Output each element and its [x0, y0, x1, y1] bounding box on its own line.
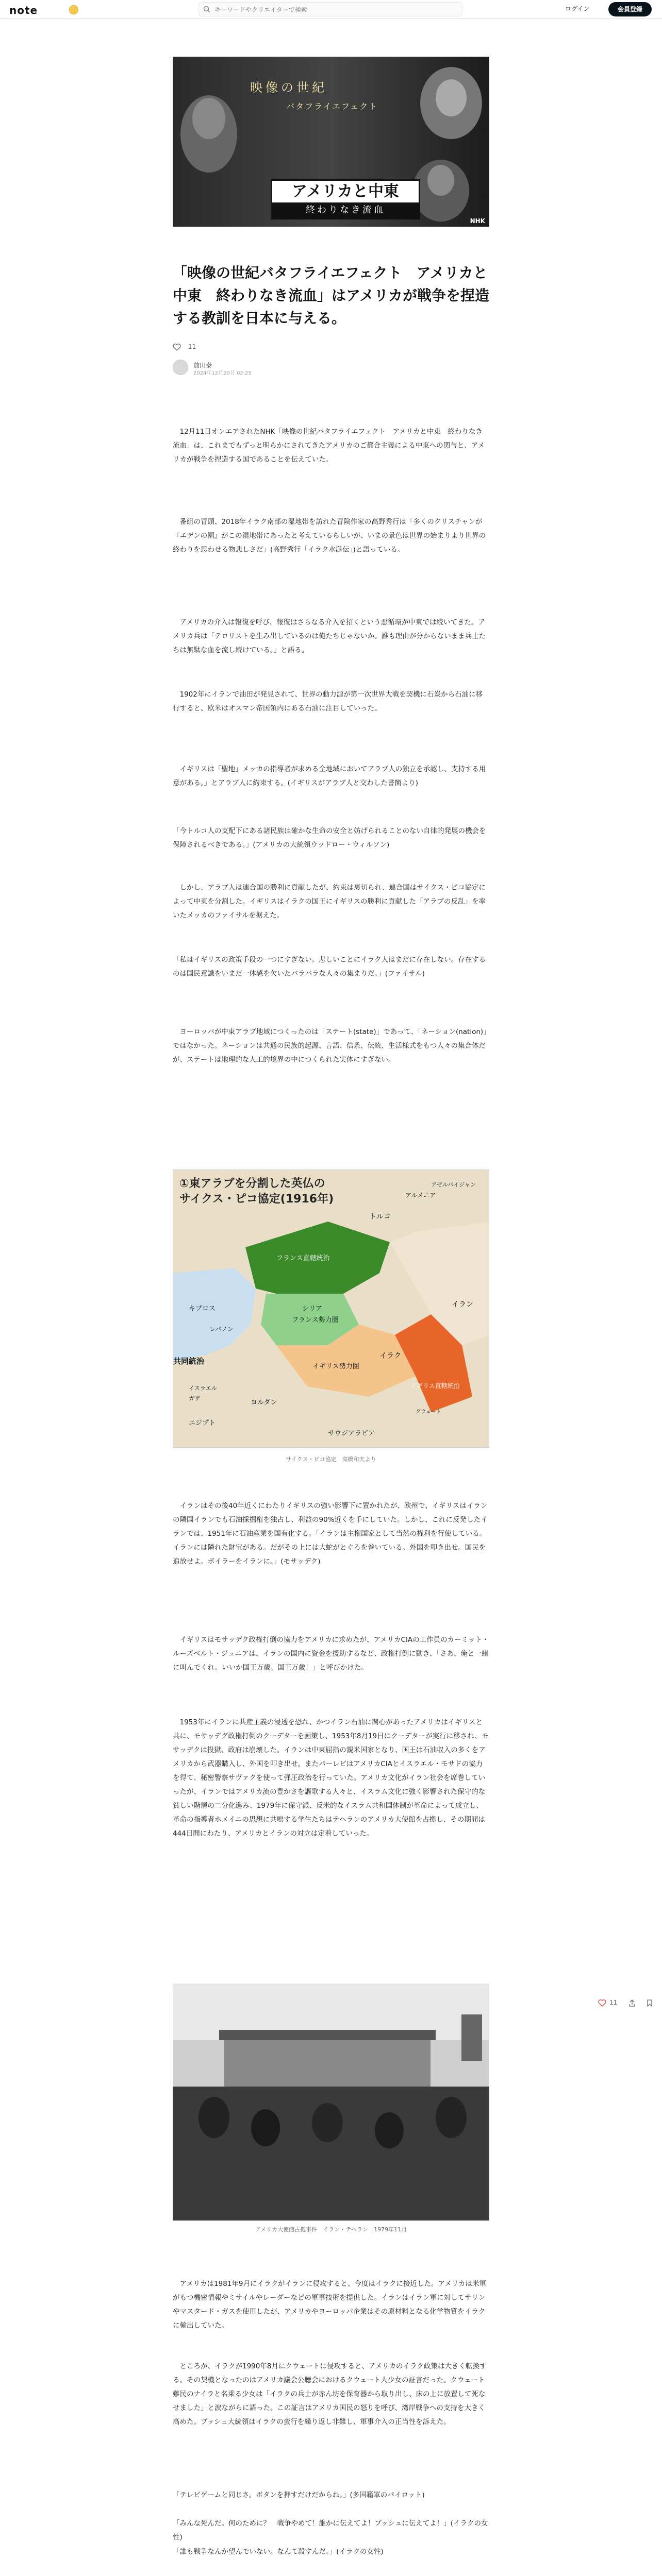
search-box[interactable] [198, 2, 462, 16]
paragraph: 「誰も戦争なんか望んでいない。なんて殺すんだ。」(イラクの女性) [173, 2548, 384, 2556]
paragraph: 1953年にイランに共産主義の浸透を恐れ、かつイラン石油に関心があったアメリカはイギリスと共に、モサッデグ政権打倒のクーデターを画策し、1953年8月19日にクーデターが実行に移され、モサッデクは投獄、政府は崩壊した。イランは中東屈指の親米国家となり、国王は石油収入の多くをアメリカから武器購入し、外国を叩き出せ。またパーレビはアメリカCIAとイスラエル・モサドの協力を得て、秘密警察サヴァクを使って弾圧政治を行っていた。アメリカ文化がイラン社会を席巻していったが、イランではアメリカ流の豊かさを謳歌する人々と、イスラム文化に強く影響された保守的な貧しい階層の二分化進み、1979年に保守派、反米的なイスラム共和国体制が革命によって成立し、革命の指導者ホメイニの思想に共鳴する学生たちはテヘランのアメリカ大使館を占拠し、その期間は444日間にわたり、アメリカとイランの対立は定着していった。 [173, 1718, 489, 1838]
map-label: エジプト [189, 1419, 216, 1427]
post-date: 2024年12月20日 02:25 [193, 370, 252, 376]
map-label: クウェート [416, 1409, 441, 1415]
map-label: イラク [379, 1352, 401, 1360]
map-label: イラン [452, 1300, 473, 1309]
search-input[interactable] [214, 5, 457, 15]
bookmark-icon[interactable] [646, 1999, 654, 2007]
side-like-count: 11 [609, 1999, 618, 2006]
map-label: フランス直轄統治 [276, 1255, 330, 1262]
map-label: アゼルバイジャン [431, 1181, 476, 1188]
embassy-photo-graphic [173, 1984, 489, 2221]
map-label: ヨルダン [251, 1399, 277, 1406]
map-label: イギリス直轄統治 [410, 1382, 460, 1389]
hero-banner [271, 179, 420, 219]
paragraph: 「みんな死んだ。何のために？ 戦争やめて！誰かに伝えてよ！ブッシュに伝えてよ！」(イラクの女性) [173, 2519, 488, 2541]
search-icon [203, 6, 210, 13]
paragraph: アメリカは1981年9月にイラクがイランに侵攻すると、今度はイラクに接近した。アメリカは米軍がもつ機密情報やミサイルやレーダーなどの軍事技術を提供した。イランはイラン軍に対してサリンやマスタード・ガスを使用したが、アメリカやヨーロッパ企業はその原材料となる化学物質をイラクに輸出していた。 [173, 2280, 487, 2330]
paragraph: イギリスは「聖地」メッカの指導者が求める全地域においてアラブ人の独立を承認し、支持する用意がある。」とアラブ人に約束する。(イギリスがアラブ人と交わした書簡より) [173, 765, 486, 787]
embassy-photo [173, 1984, 489, 2221]
paragraph: アメリカの介入は報復を呼び、報復はさらなる介入を招くという悪循環が中東では続いてきた。アメリカ兵は「テロリストを生み出しているのは俺たちじゃないか。誰も理由が分からないまま兵士たちは無駄な血を流し続けている。」と語る。 [173, 618, 486, 654]
logo-badge-icon [69, 5, 78, 14]
note-logo[interactable]: note [9, 4, 38, 16]
article-title: 「映像の世紀バタフライエフェクト アメリカと中東 終わりなき流血」はアメリカが戦争を捏造する教訓を日本に与える。 [173, 264, 490, 327]
site-header [0, 0, 662, 19]
hero-image [173, 57, 489, 227]
paragraph: ヨーロッパが中東アラブ地域につくったのは「ステート(state)」であって、「ネーション(nation)」ではなかった。ネーションは共通の民族的起源、言語、信条、伝統、生活様式をもつ人々の集合体だが、ステートは地理的な人工的境界の中につくられた実体にすぎない。 [173, 1028, 487, 1064]
paragraph: ところが、イラクが1990年8月にクウェートに侵攻すると、アメリカのイラク政策は大きく転換する。その契機となったのはアメリカ議会公聴会におけるクウェート人少女の証言だった。クウェート難民のナイラと名乗る少女は「イラクの兵士が赤ん坊を保育器から取り出し、床の上に放置して死なせました」と涙ながらに語った。この証言はアメリカ国民の怒りを呼び、湾岸戦争への支持を大きく高めた。ブッシュ大統領はイラクの蛮行を繰り返し非難し、軍事介入の正当性を訴えた。 [173, 2362, 487, 2426]
paragraph: イギリスはモサッデク政権打倒の協力をアメリカに求めたが、アメリカCIAの工作員のカーミット・ルーズベルト・ジュニアは、イランの国内に資金を援助するなど、政権打倒に動き、「さあ、俺と一緒に叫んでくれ。いいか国王万歳、国王万歳！」と呼びかけた。 [173, 1636, 489, 1672]
login-link[interactable]: ログイン [565, 5, 590, 12]
hero-banner-sub: 終わりなき流血 [272, 202, 419, 218]
paragraph: 1902年にイランで油田が発見されて、世界の動力源が第一次世界大戦を契機に石炭から石油に移行すると、欧米はオスマン帝国領内にある石油に注目していった。 [173, 690, 483, 713]
map-label: レバノン [209, 1326, 234, 1333]
map-graphic [173, 1170, 489, 1448]
map-title-line2: サイクス・ピコ協定(1916年) [179, 1193, 334, 1206]
hero-banner-main: アメリカと中東 [292, 182, 399, 200]
avatar[interactable] [173, 360, 188, 375]
map-label: フランス勢力圏 [292, 1316, 339, 1324]
embassy-caption: アメリカ大使館占拠事件 イラン・テヘラン 1979年11月 [255, 2226, 407, 2233]
sykes-picot-map [173, 1170, 489, 1448]
map-label: キプロス [189, 1305, 216, 1313]
paragraph: 番組の冒頭、2018年イラク南部の湿地帯を訪れた冒険作家の高野秀行は「多くのクリスチャンが『エデンの園』がこの湿地帯にあったと考えているらしいが、いまの景色は世界の始まりより世界の終わりを思わせる物悲しさだ」(高野秀行「イラク水滸伝」)と語っている。 [173, 518, 486, 554]
heart-icon[interactable] [598, 1999, 606, 2007]
paragraph: 12月11日オンエアされたNHK「映像の世紀バタフライエフェクト アメリカと中東 終わりなき流血」は、これまでもずっと明らかにされてきたアメリカのご都合主義による中東への関与と、アメリカが戦争を捏造する国であることを伝えていた。 [173, 428, 485, 464]
map-label: ガザ [189, 1395, 200, 1402]
map-title-line1: ①東アラブを分割した英仏の [179, 1177, 325, 1190]
hero-channel: NHK [470, 217, 485, 225]
paragraph: 「テレビゲームと同じさ。ボタンを押すだけだからね。」(多国籍軍のパイロット) [173, 2491, 425, 2499]
map-label: イスラエル [189, 1385, 217, 1392]
signup-button[interactable]: 会員登録 [608, 2, 652, 16]
author-name[interactable]: 前田泰 [193, 362, 212, 369]
map-label: 共同統治 [173, 1357, 205, 1366]
map-label: サウジアラビア [328, 1430, 375, 1437]
like-count: 11 [188, 343, 196, 350]
paragraph: 「私はイギリスの政策手段の一つにすぎない。悲しいことにイラク人はまだに存在しない。存在するのは国民意識をいまだ一体感を欠いたバラバラな人々の集まりだ。」(ファイサル) [173, 956, 486, 978]
hero-top-text: 映像の世紀 [250, 80, 327, 95]
share-icon[interactable] [628, 1999, 636, 2007]
map-label: トルコ [369, 1213, 391, 1221]
map-title [179, 1176, 334, 1207]
map-caption: サイクス・ピコ協定 高橋和夫より [286, 1456, 376, 1463]
map-label: シリア [302, 1305, 323, 1313]
map-label: アルメニア [405, 1192, 436, 1199]
paragraph: イランはその後40年近くにわたりイギリスの強い影響下に置かれたが、欧州で、イギリスはイランの隣国イランでも石油採掘権を独占し、利益の90%近くを手にしていた。しかし、これに反発したイランでは、1951年に石油産業を国有化する。「イランは主権国家として当然の権利を行使している。イランには隣れた財宝がある。だがその上には大蛇がとぐろを巻いている。外国を叩き出せ。国民を追放せよ。ボイラーをイランに。」(モサッデク) [173, 1502, 488, 1566]
heart-icon[interactable] [173, 343, 181, 351]
paragraph: しかし、アラブ人は連合国の勝利に貢献したが、約束は裏切られ、連合国はサイクス・ピコ協定によって中東を分割した。イギリスはイラクの国王にイギリスの勝利に貢献した「アラブの反乱」を率いたメッカのファイサルを据えた。 [173, 884, 486, 920]
hero-sub-text: バタフライエフェクト [286, 101, 378, 111]
paragraph: 「今トルコ人の支配下にある諸民族は確かな生命の安全と妨げられることのない自律的発展の機会を保障されるべきである。」(アメリカの大統領ウッドロー・ウィルソン) [173, 827, 486, 849]
map-label: イギリス勢力圏 [312, 1363, 359, 1370]
